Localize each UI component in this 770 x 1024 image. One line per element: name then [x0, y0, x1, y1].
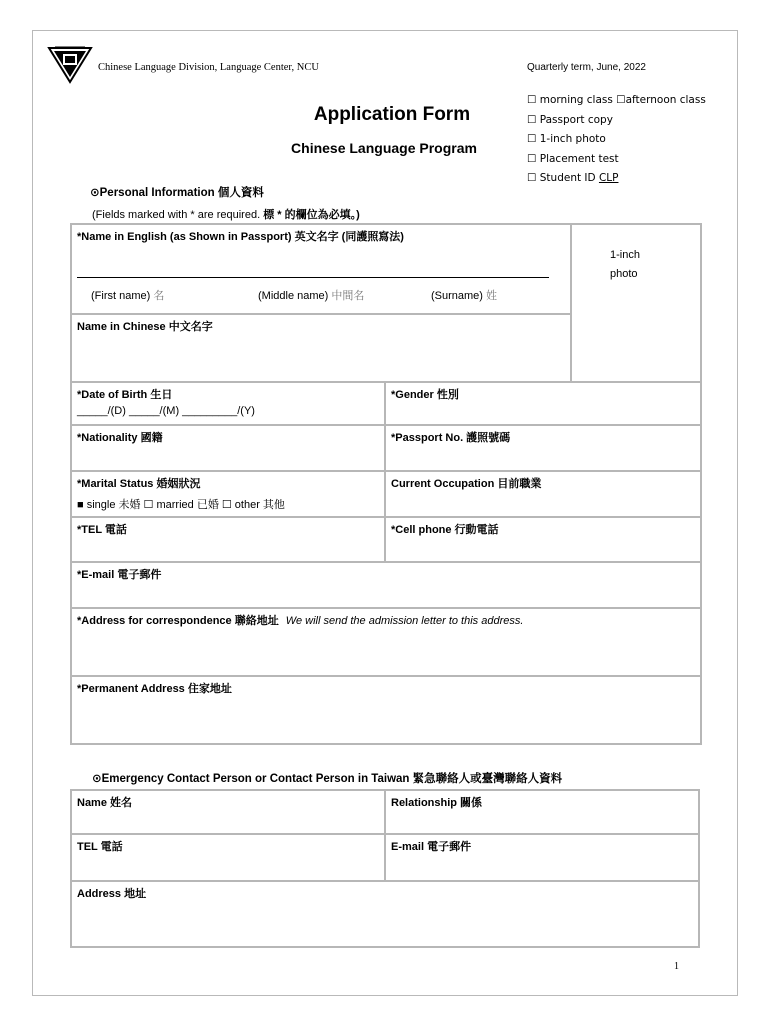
emergency-tel-label: TEL 電話 — [77, 841, 123, 853]
photo-box[interactable] — [571, 224, 701, 382]
page-number: 1 — [674, 961, 679, 972]
admin-checklist — [527, 91, 706, 189]
tel-cell[interactable] — [71, 517, 385, 562]
dob-label: *Date of Birth 生日 — [77, 389, 173, 401]
dob-format: _____/(D) _____/(M) _________/(Y) — [77, 405, 255, 417]
student-id-label: ☐ Student ID — [527, 172, 599, 184]
org-name: Chinese Language Division, Language Center, NCU — [98, 62, 319, 73]
gender-label: *Gender 性別 — [391, 389, 459, 401]
cell-phone-cell[interactable] — [385, 517, 701, 562]
permanent-address-cell[interactable] — [71, 676, 701, 744]
nationality-label: *Nationality 國籍 — [77, 432, 163, 444]
required-note — [92, 206, 360, 222]
student-id-field[interactable]: CLP — [598, 172, 619, 184]
marital-status-label: *Marital Status 婚姻狀況 — [77, 478, 201, 490]
nationality-cell[interactable] — [71, 425, 385, 471]
emergency-name-label: Name 姓名 — [77, 797, 133, 809]
checklist-student-id[interactable] — [527, 169, 706, 189]
personal-info-table — [70, 223, 702, 745]
checklist-photo[interactable]: ☐ 1-inch photo — [527, 133, 606, 145]
emergency-tel-cell[interactable] — [71, 834, 385, 881]
emergency-name-cell[interactable] — [71, 790, 385, 834]
form-title: Application Form — [313, 104, 471, 125]
name-chinese-label: Name in Chinese 中文名字 — [77, 321, 213, 333]
name-english-cell[interactable] — [71, 224, 571, 314]
cell-phone-label: *Cell phone 行動電話 — [391, 524, 499, 536]
photo-label-2: photo — [610, 268, 638, 280]
occupation-cell[interactable] — [385, 471, 701, 517]
required-note-en: (Fields marked with * are required. — [92, 209, 264, 221]
marital-status-cell[interactable] — [71, 471, 385, 517]
checklist-placement-test[interactable]: ☐ Placement test — [527, 152, 619, 165]
emergency-address-cell[interactable] — [71, 881, 699, 947]
ncu-logo — [47, 44, 93, 84]
correspondence-address-note: We will send the admission letter to this address. — [285, 615, 524, 627]
emergency-contact-table — [70, 789, 700, 948]
personal-info-heading: ⊙Personal Information 個人資料 — [90, 187, 264, 199]
first-name-label: (First name) 名 — [91, 290, 165, 302]
correspondence-address-label: *Address for correspondence 聯絡地址 — [77, 615, 279, 627]
emergency-contact-heading: ⊙Emergency Contact Person or Contact Person in Taiwan 緊急聯絡人或臺灣聯絡人資料 — [92, 773, 563, 785]
emergency-email-label: E-mail 電子郵件 — [391, 841, 472, 853]
checklist-passport-copy[interactable]: ☐ Passport copy — [527, 113, 613, 126]
middle-name-label: (Middle name) 中間名 — [258, 290, 365, 302]
checklist-class-time[interactable]: ☐ morning class ☐afternoon class — [527, 94, 706, 106]
occupation-label: Current Occupation 目前職業 — [391, 478, 542, 490]
name-chinese-cell[interactable] — [71, 314, 571, 382]
term-label: Quarterly term, June, 2022 — [527, 62, 646, 73]
email-label: *E-mail 電子郵件 — [77, 569, 162, 581]
name-english-line — [77, 277, 549, 278]
dob-cell[interactable] — [71, 382, 385, 425]
marital-status-options[interactable]: ■ single 未婚 ☐ married 已婚 ☐ other 其他 — [77, 499, 285, 511]
name-english-label: *Name in English (as Shown in Passport) 英文名字 (同護照寫法) — [77, 231, 404, 243]
emergency-relationship-label: Relationship 關係 — [391, 797, 483, 809]
permanent-address-label: *Permanent Address 住家地址 — [77, 683, 232, 695]
email-cell[interactable] — [71, 562, 701, 608]
correspondence-address-cell[interactable] — [71, 608, 701, 676]
name-parts — [77, 287, 565, 301]
tel-label: *TEL 電話 — [77, 524, 127, 536]
passport-no-label: *Passport No. 護照號碼 — [391, 432, 511, 444]
form-subtitle: Chinese Language Program — [291, 140, 477, 156]
emergency-relationship-cell[interactable] — [385, 790, 699, 834]
emergency-address-label: Address 地址 — [77, 888, 147, 900]
gender-cell[interactable] — [385, 382, 701, 425]
photo-label-1: 1-inch — [610, 249, 640, 261]
passport-no-cell[interactable] — [385, 425, 701, 471]
emergency-email-cell[interactable] — [385, 834, 699, 881]
required-note-cn: 標 * 的欄位為必填。) — [263, 209, 360, 221]
surname-label: (Surname) 姓 — [431, 290, 498, 302]
